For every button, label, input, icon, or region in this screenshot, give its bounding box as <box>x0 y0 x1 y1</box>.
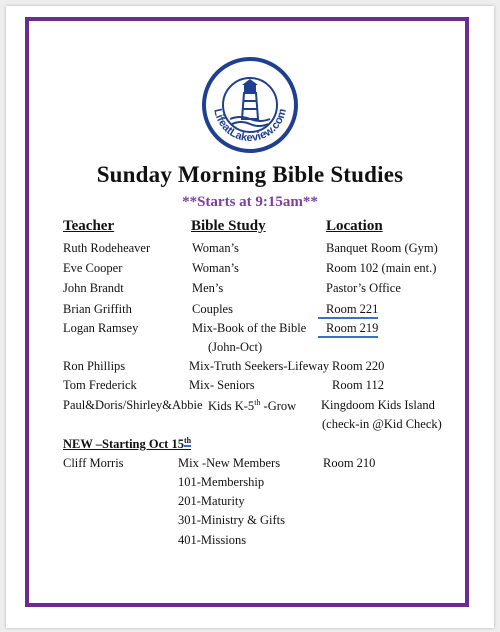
new-study: Mix -New Members <box>178 456 281 470</box>
row-teacher: Paul&Doris/Shirley&Abbie <box>63 398 203 412</box>
row-study: Kids K-5th -Grow <box>208 398 297 414</box>
row-study: Mix-Book of the Bible <box>192 321 307 335</box>
class-list-item: 301-Ministry & Gifts <box>178 513 285 527</box>
row-teacher: Brian Griffith <box>63 302 132 316</box>
column-header-study: Bible Study <box>191 218 266 234</box>
row-study: Woman’s <box>192 261 239 275</box>
row-location: Pastor’s Office <box>326 281 401 295</box>
new-section-heading: NEW –Starting Oct 15th <box>63 436 192 452</box>
row-study: Couples <box>192 302 233 316</box>
row-teacher: Tom Frederick <box>63 378 137 392</box>
column-header-teacher: Teacher <box>63 218 115 234</box>
row-study: Mix- Seniors <box>189 378 255 392</box>
row-teacher: Ruth Rodeheaver <box>63 241 151 255</box>
new-teacher: Cliff Morris <box>63 456 124 470</box>
row-teacher: Logan Ramsey <box>63 321 139 335</box>
row-location: Room 112 <box>332 378 384 392</box>
row-location: Banquet Room (Gym) <box>326 241 438 255</box>
class-list-item: 201-Maturity <box>178 494 245 508</box>
row-teacher: Ron Phillips <box>63 359 126 373</box>
row-study: Men’s <box>192 281 224 295</box>
row-teacher: Eve Cooper <box>63 261 123 275</box>
row-location: Room 220 <box>332 359 385 373</box>
logo-text: LifeatLakeview.com <box>211 107 289 145</box>
new-location: Room 210 <box>323 456 376 470</box>
class-list-item: 401-Missions <box>178 533 247 547</box>
lighthouse-logo <box>200 55 300 155</box>
row-location: Room 102 (main ent.) <box>326 261 437 275</box>
column-header-location: Location <box>326 218 383 234</box>
row-study: Mix-Truth Seekers-Lifeway <box>189 359 330 373</box>
row-location: Room 219 <box>318 321 378 338</box>
row-study-line2: (John-Oct) <box>208 340 263 354</box>
page-title: Sunday Morning Bible Studies <box>96 162 404 187</box>
row-teacher: John Brandt <box>63 281 124 295</box>
row-location: Kingdoom Kids Island <box>321 398 435 412</box>
row-location-line2: (check-in @Kid Check) <box>322 417 442 431</box>
class-list-item: 101-Membership <box>178 475 265 489</box>
row-location: Room 221 <box>318 302 378 319</box>
row-study: Woman’s <box>192 241 239 255</box>
start-time: **Starts at 9:15am** <box>182 194 318 210</box>
